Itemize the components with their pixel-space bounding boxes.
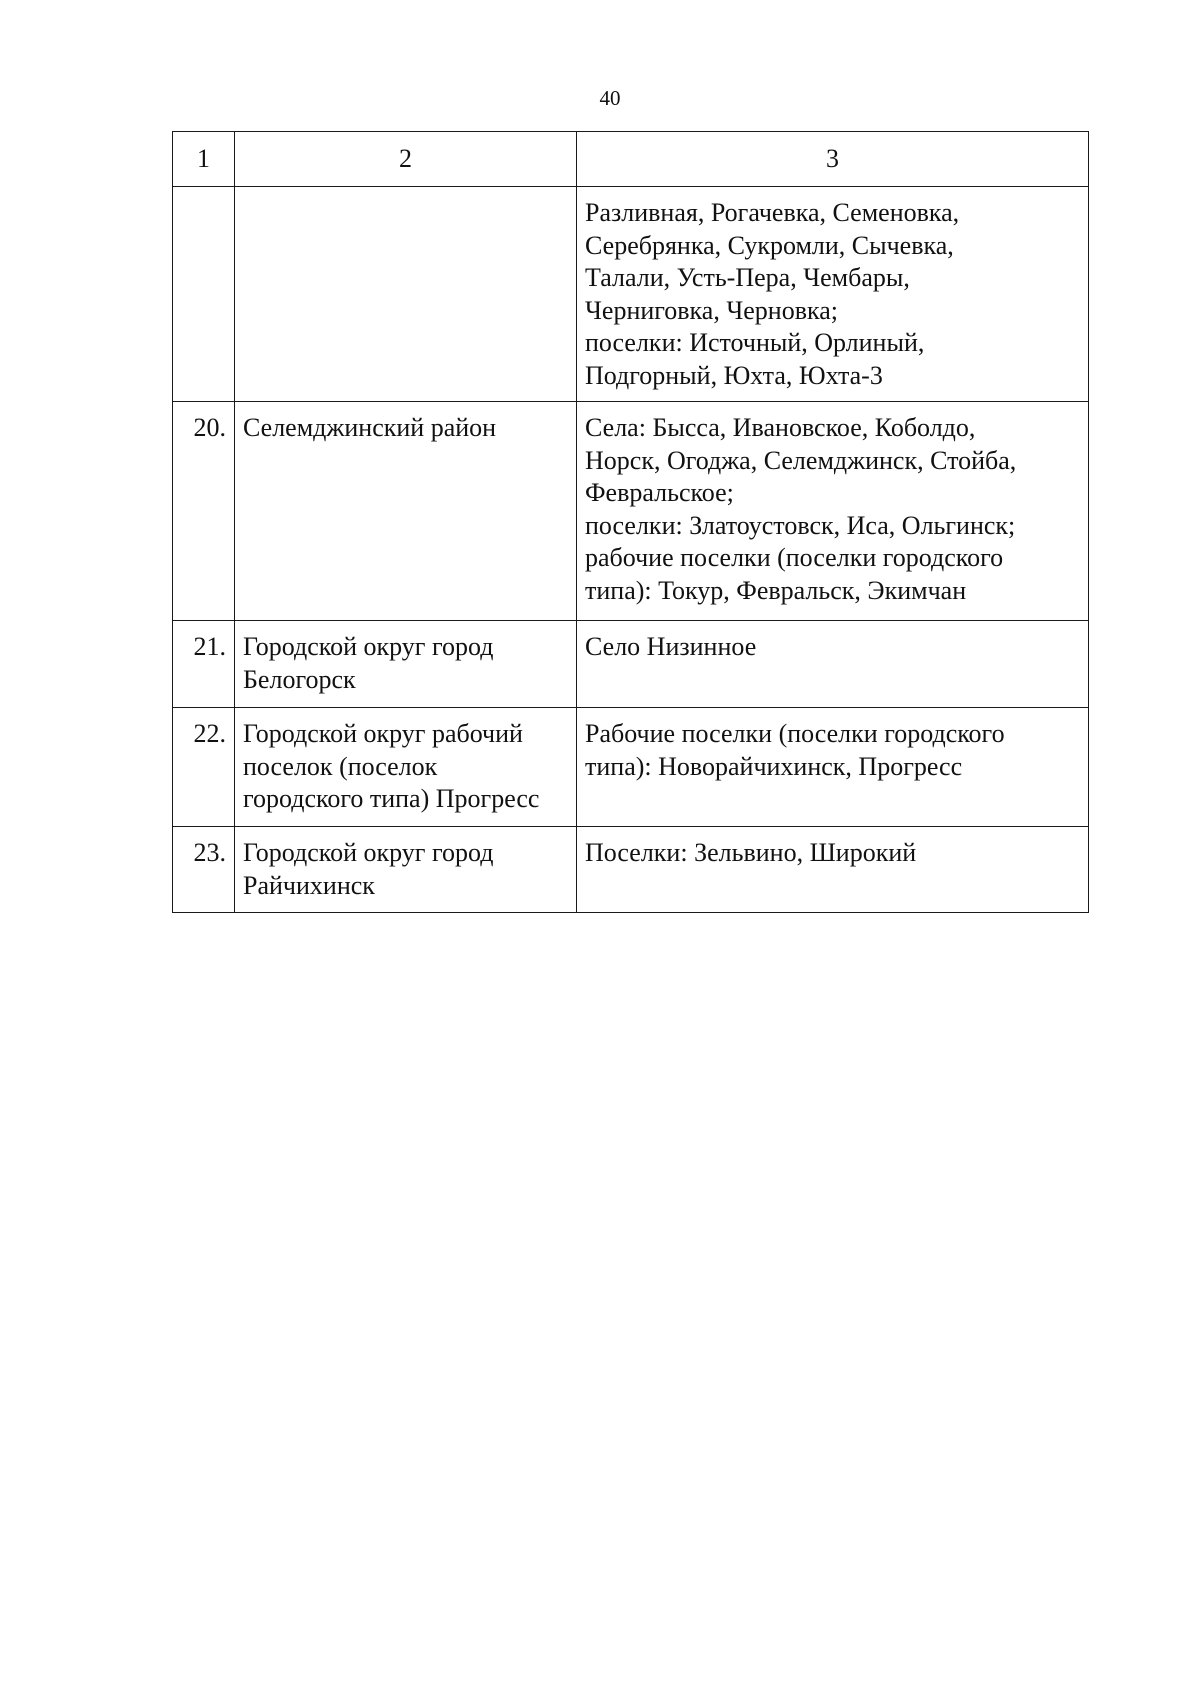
settlements-line: Разливная, Рогачевка, Семеновка, — [585, 198, 960, 227]
table-row — [173, 708, 1089, 827]
row-number: 22. — [173, 708, 235, 827]
row-municipality — [235, 402, 577, 621]
row-municipality — [235, 708, 577, 827]
row-settlements — [577, 402, 1089, 621]
settlements-line: Подгорный, Юхта, Юхта-3 — [585, 360, 883, 390]
settlements-line: поселки: Златоустовск, Иса, Ольгинск; — [585, 510, 1016, 540]
row-settlements — [577, 187, 1089, 402]
header-col-3: 3 — [577, 132, 1089, 187]
page-number: 40 — [599, 86, 621, 110]
municipality-line: Белогорск — [243, 664, 356, 694]
row-number: 23. — [173, 827, 235, 913]
settlements-line: Серебрянка, Сукромли, Сычевка, — [585, 230, 954, 260]
table-header-row — [173, 132, 1089, 187]
municipality-line: городского типа) Прогресс — [243, 784, 540, 813]
settlements-line: Талали, Усть-Пера, Чембары, — [585, 263, 910, 292]
row-municipality — [235, 621, 577, 708]
settlements-line: рабочие поселки (поселки городского — [585, 543, 1004, 572]
settlements-line: Черниговка, Черновка; — [585, 295, 838, 325]
table-row — [173, 827, 1089, 913]
settlements-line: Поселки: Зельвино, Широкий — [585, 838, 917, 867]
municipality-line: поселок (поселок — [243, 751, 438, 781]
row-number — [173, 187, 235, 402]
municipality-line: Городской округ город — [243, 632, 494, 661]
municipality-line: Райчихинск — [243, 870, 375, 900]
table-row — [173, 621, 1089, 708]
settlements-line: Норск, Огоджа, Селемджинск, Стойба, — [585, 445, 1017, 475]
settlements-table — [172, 131, 1089, 913]
row-number: 20. — [173, 402, 235, 621]
municipality-line: Городской округ рабочий — [243, 719, 523, 748]
table-row — [173, 187, 1089, 402]
table-row — [173, 402, 1089, 621]
municipality-line: Городской округ город — [243, 838, 494, 867]
settlements-line: типа): Токур, Февральск, Экимчан — [585, 575, 967, 605]
header-col-2: 2 — [235, 132, 577, 187]
municipality-line: Селемджинский район — [243, 413, 497, 442]
row-settlements — [577, 621, 1089, 708]
settlements-line: Рабочие поселки (поселки городского — [585, 719, 1005, 748]
row-settlements — [577, 827, 1089, 913]
row-settlements — [577, 708, 1089, 827]
settlements-line: поселки: Источный, Орлиный, — [585, 328, 925, 357]
settlements-line: типа): Новорайчихинск, Прогресс — [585, 751, 963, 781]
header-col-1: 1 — [173, 132, 235, 187]
row-municipality — [235, 827, 577, 913]
row-municipality — [235, 187, 577, 402]
settlements-line: Февральское; — [585, 478, 734, 507]
row-number: 21. — [173, 621, 235, 708]
settlements-line: Села: Бысса, Ивановское, Коболдо, — [585, 413, 976, 442]
settlements-line: Село Низинное — [585, 632, 757, 661]
